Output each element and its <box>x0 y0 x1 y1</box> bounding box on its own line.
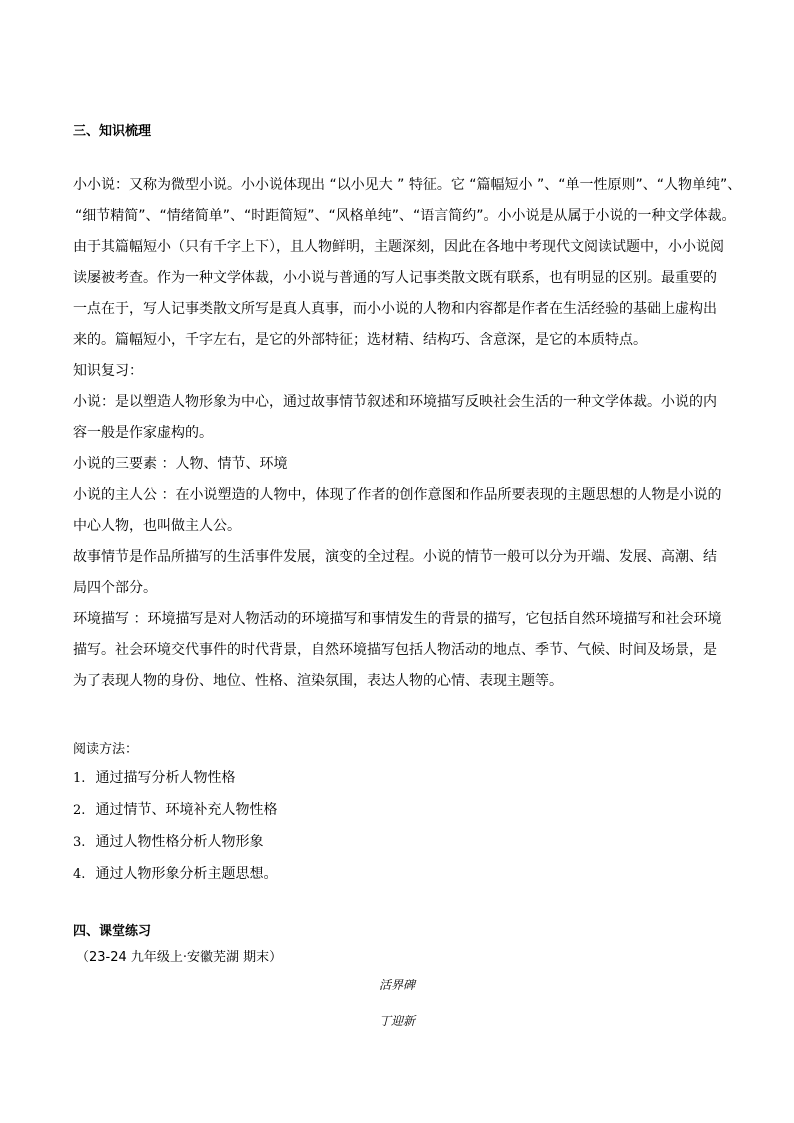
exam-source: （23-24 九年级上·安徽芜湖 期末） <box>76 950 283 965</box>
reading-method-label: 阅读方法： <box>73 742 139 757</box>
text-line: 读屡被考查。作为一种文学体裁，小小说与普通的写人记事类散文既有联系，也有明显的区别。最重要的 <box>73 270 717 286</box>
text-line: 小说：是以塑造人物形象为中心，通过故事情节叙述和环境描写反映社会生活的一种文学体裁。小说的内 <box>73 394 717 410</box>
text-line: 中心人物，也叫做主人公。 <box>73 518 241 534</box>
text-line: 为了表现人物的身份、地位、性格、渲染氛围，表达人物的心情、表现主题等。 <box>73 673 563 689</box>
knowledge-body <box>73 170 773 697</box>
text-line: 小说的三要素 ：人物、情节、环境 <box>73 456 288 472</box>
subheading-review: 知识复习： <box>73 363 143 379</box>
text-line: 来的。篇幅短小，千字左右，是它的外部特征；选材精、结构巧、含意深，是它的本质特点。 <box>73 332 647 348</box>
list-item: 3. 通过人物性格分析人物形象 <box>73 834 264 850</box>
list-item: 1. 通过描写分析人物性格 <box>73 770 236 786</box>
list-item: 2. 通过情节、环境补充人物性格 <box>73 802 278 818</box>
text-line: 小小说：又称为微型小说。小小说体现出 “以小见大 ” 特征。它 “篇幅短小 ”、“单一性原则”、“人物单纯”、 <box>73 177 742 193</box>
text-line: “细节精简”、“情绪简单”、“时距简短”、“风格单纯”、“语言简约”。小小说是从属于小说的一种文学体裁。 <box>75 208 736 224</box>
text-line: 由于其篇幅短小（只有千字上下），且人物鲜明，主题深刻，因此在各地中考现代文阅读试题中，小小说阅 <box>73 239 724 255</box>
text-line: 故事情节是作品所描写的生活事件发展，演变的全过程。小说的情节一般可以分为开端、发展、高潮、结 <box>73 549 717 565</box>
reading-method-list <box>73 762 277 890</box>
section-heading-knowledge: 三、知识梳理 <box>73 124 152 139</box>
text-line: 局四个部分。 <box>73 580 157 596</box>
text-line: 容一般是作家虚构的。 <box>73 425 213 441</box>
article-title: 活界碑 <box>378 978 415 992</box>
text-line: 描写。社会环境交代事件的时代背景，自然环境描写包括人物活动的地点、季节、气候、时间及场景，是 <box>73 642 717 658</box>
text-line: 一点在于，写人记事类散文所写是真人真事，而小小说的人物和内容都是作者在生活经验的基础上虚构出 <box>73 301 717 317</box>
text-line: 环境描写 ：环境描写是对人物活动的环境描写和事情发生的背景的描写，它包括自然环境描写和社会环境 <box>73 611 722 627</box>
section-heading-practice: 四、课堂练习 <box>73 924 152 939</box>
article-author: 丁迎新 <box>378 1014 415 1028</box>
list-item: 4. 通过人物形象分析主题思想。 <box>73 866 278 882</box>
text-line: 小说的主人公 ：在小说塑造的人物中，体现了作者的创作意图和作品所要表现的主题思想的人物是小说的 <box>73 487 722 503</box>
